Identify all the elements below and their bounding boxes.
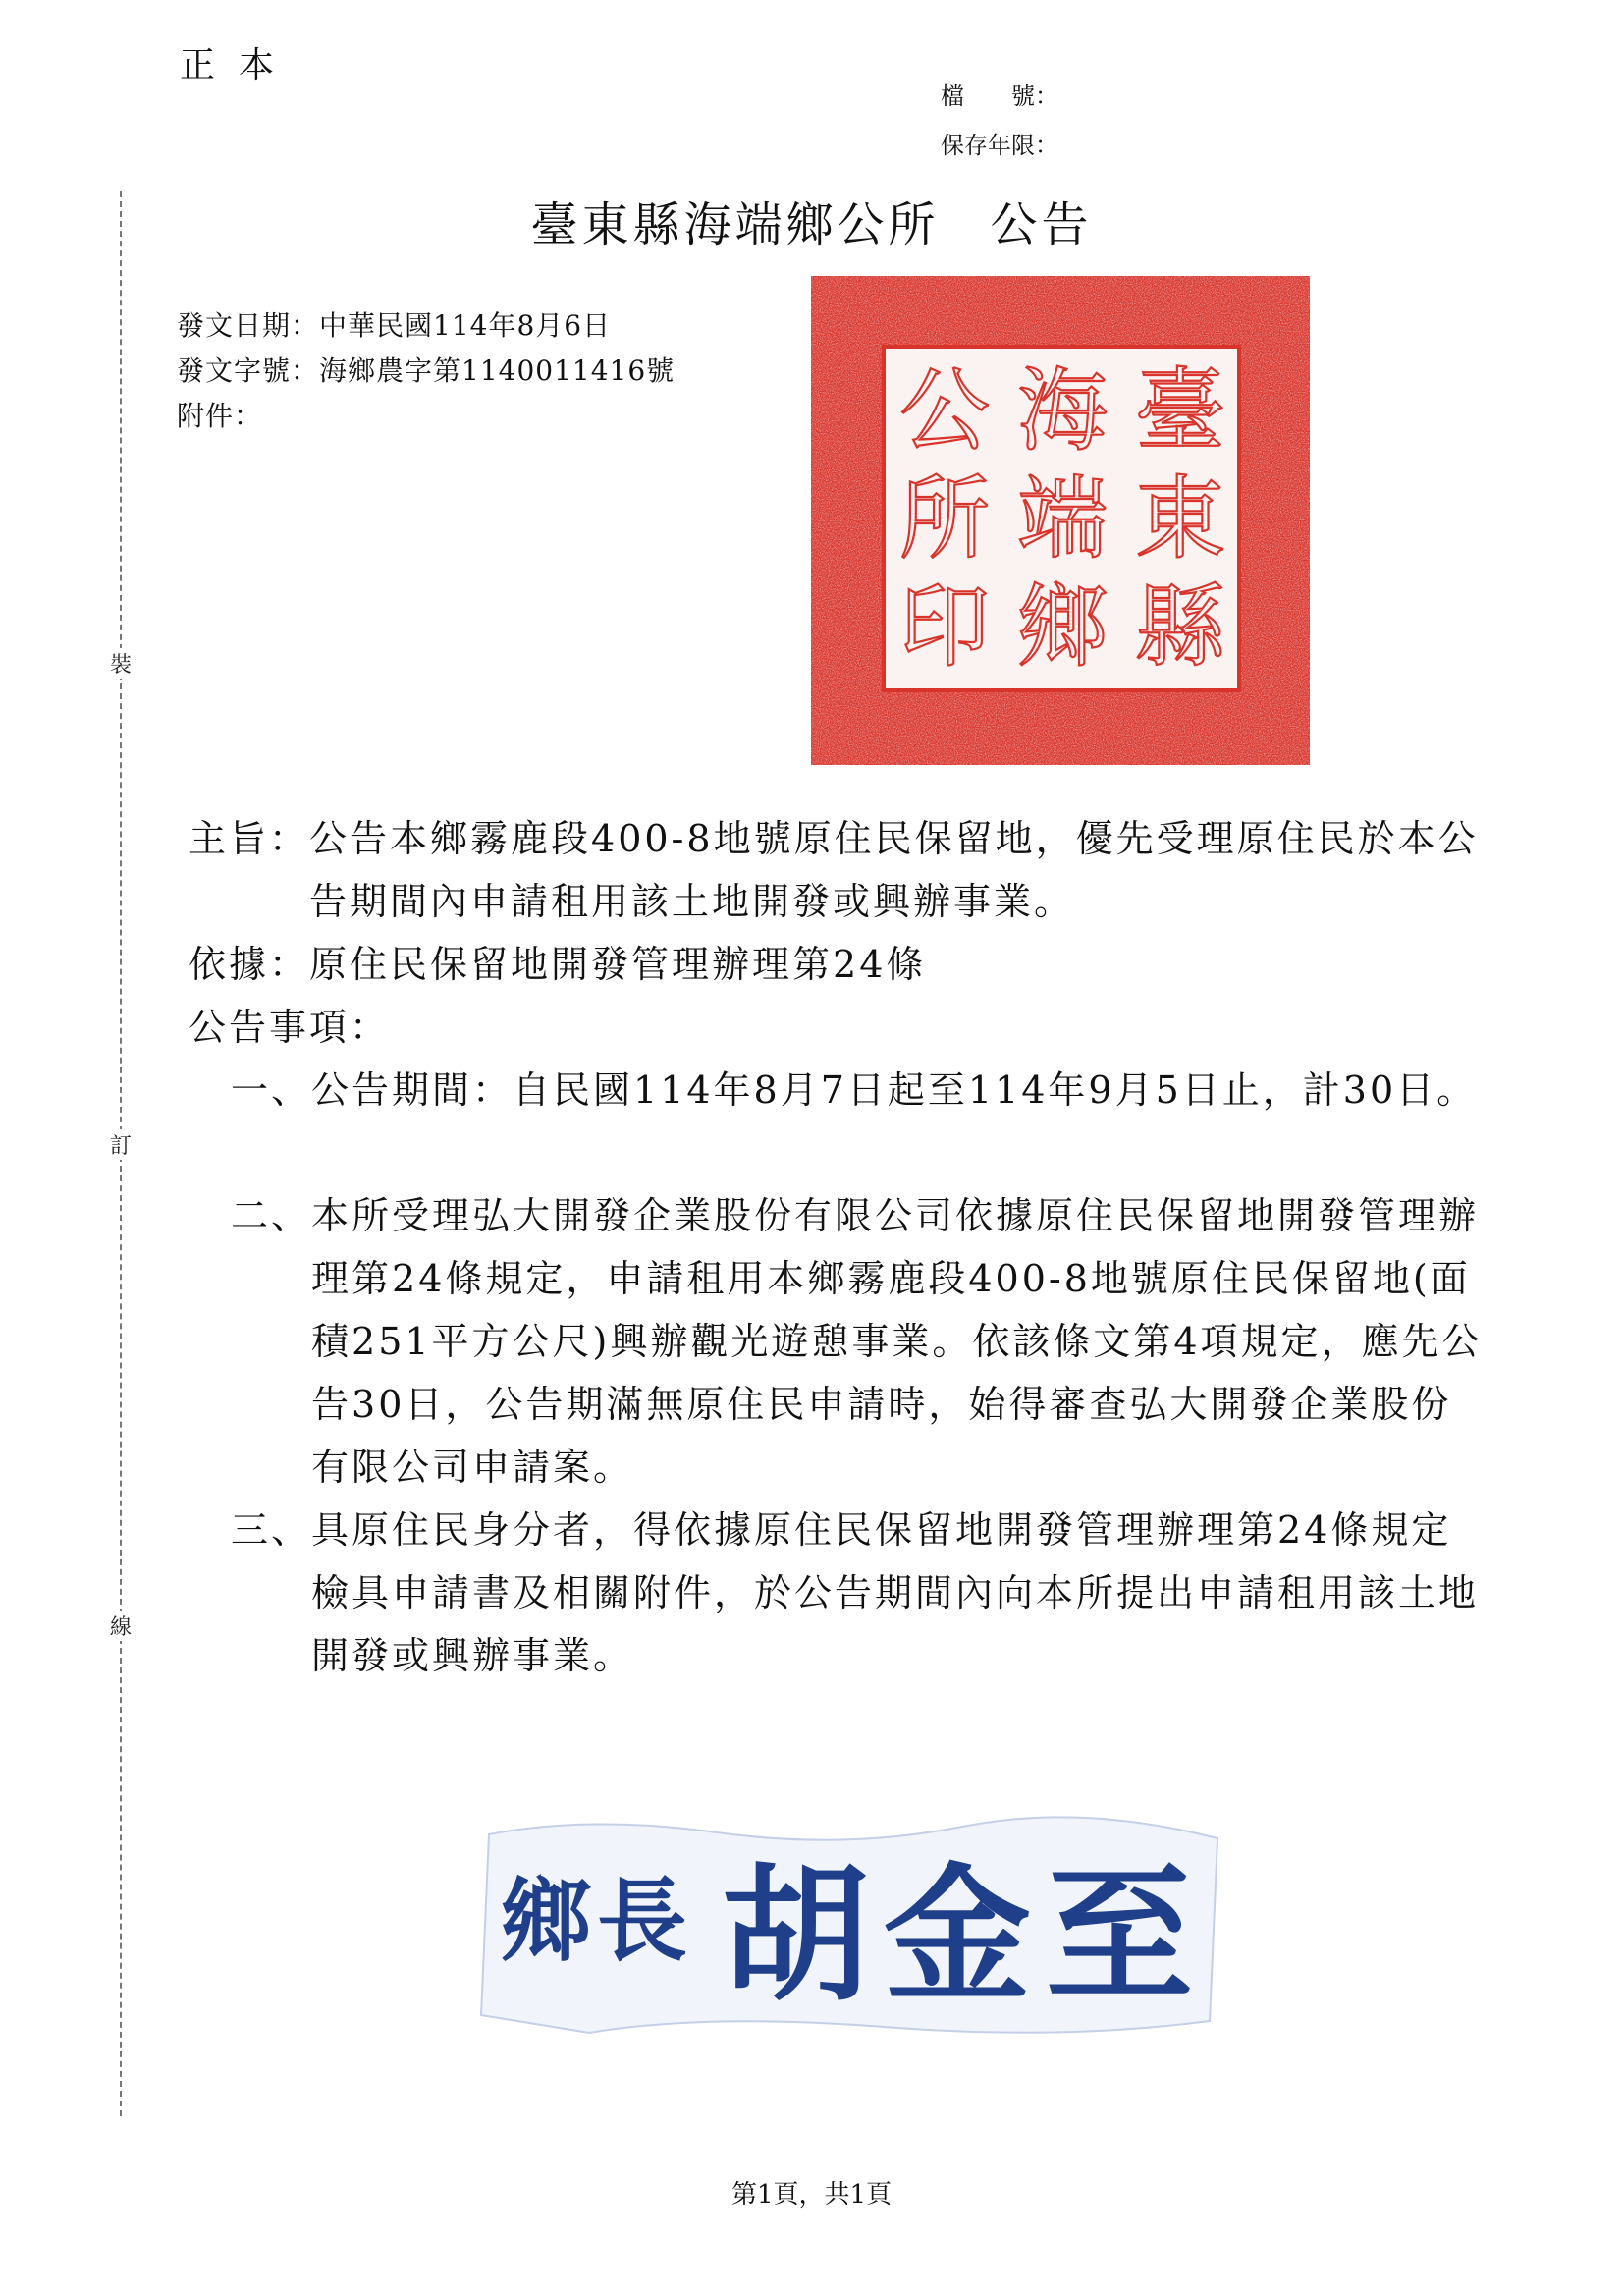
- signature-glyph: 至: [1046, 1849, 1194, 2022]
- seal-glyph: 海: [1016, 358, 1109, 464]
- page-number: 第1頁，共1頁: [730, 2180, 893, 2210]
- seal-glyph: 端: [1016, 466, 1109, 572]
- binding-mark-bind: 裝: [106, 648, 135, 679]
- binding-mark-staple: 訂: [106, 1129, 135, 1160]
- signature-glyph: 胡: [722, 1849, 870, 2022]
- seal-glyph: 公: [898, 358, 991, 464]
- signature-glyph: 金: [884, 1849, 1032, 2022]
- seal-glyph: 所: [898, 466, 991, 572]
- item-text: 公告期間：自民國114年8月7日起至114年9月5日止，計30日。: [311, 1068, 1478, 1112]
- subject-text: 公告本鄉霧鹿段400-8地號原住民保留地，優先受理原住民於本公告期間內申請租用該土地開發或興辦事業。: [309, 817, 1479, 923]
- signature-glyph: 鄉: [501, 1868, 592, 1974]
- binding-mark-line: 線: [106, 1611, 135, 1641]
- retention-label: 保存年限：: [941, 132, 1058, 159]
- seal-glyph: 縣: [1134, 574, 1226, 680]
- document-number: 發文字號：海鄉農字第1140011416號: [177, 355, 676, 387]
- notice-item: [231, 1184, 1488, 1499]
- issue-date: 發文日期：中華民國114年8月6日: [177, 309, 612, 342]
- attachment-label: 附件：: [177, 400, 263, 432]
- item-text: 具原住民身分者，得依據原住民保留地開發管理辦理第24條規定檢具申請書及相關附件，於公告期間內向本所提出申請租用該土地開發或興辦事業。: [311, 1508, 1480, 1677]
- basis: [189, 933, 926, 996]
- basis-text: 原住民保留地開發管理辦理第24條: [309, 943, 927, 986]
- signature-glyph: 長: [597, 1868, 688, 1974]
- document-title: 臺東縣海端鄉公所 公告: [530, 197, 1093, 252]
- file-number-label: 檔 號：: [941, 82, 1058, 110]
- seal-glyph: 東: [1134, 466, 1226, 572]
- seal-glyph: 印: [898, 574, 991, 680]
- subject: [189, 807, 1485, 933]
- item-marker: 二、: [231, 1194, 312, 1237]
- mayor-signature-stamp: [471, 1805, 1227, 2046]
- seal-glyph: 鄉: [1016, 574, 1109, 680]
- seal-glyph: 臺: [1134, 358, 1226, 464]
- item-marker: 三、: [231, 1508, 312, 1552]
- items-heading: 公告事項：: [189, 1006, 391, 1049]
- notice-item: [231, 1059, 1488, 1121]
- official-seal: [805, 270, 1316, 771]
- copy-mark: 正本: [180, 45, 298, 85]
- notice-item: [231, 1499, 1488, 1687]
- item-marker: 一、: [231, 1068, 312, 1112]
- item-text: 本所受理弘大開發企業股份有限公司依據原住民保留地開發管理辦理第24條規定，申請租用本鄉霧鹿段400-8地號原住民保留地(面積251平方公尺)興辦觀光遊憩事業。依該條文第4項規定，應先公告30日，公告期滿無原住民申請時，始得審查弘大開發企業股份有限公司申請案。: [311, 1194, 1483, 1489]
- basis-label: 依據：: [189, 943, 310, 986]
- subject-label: 主旨：: [189, 817, 310, 860]
